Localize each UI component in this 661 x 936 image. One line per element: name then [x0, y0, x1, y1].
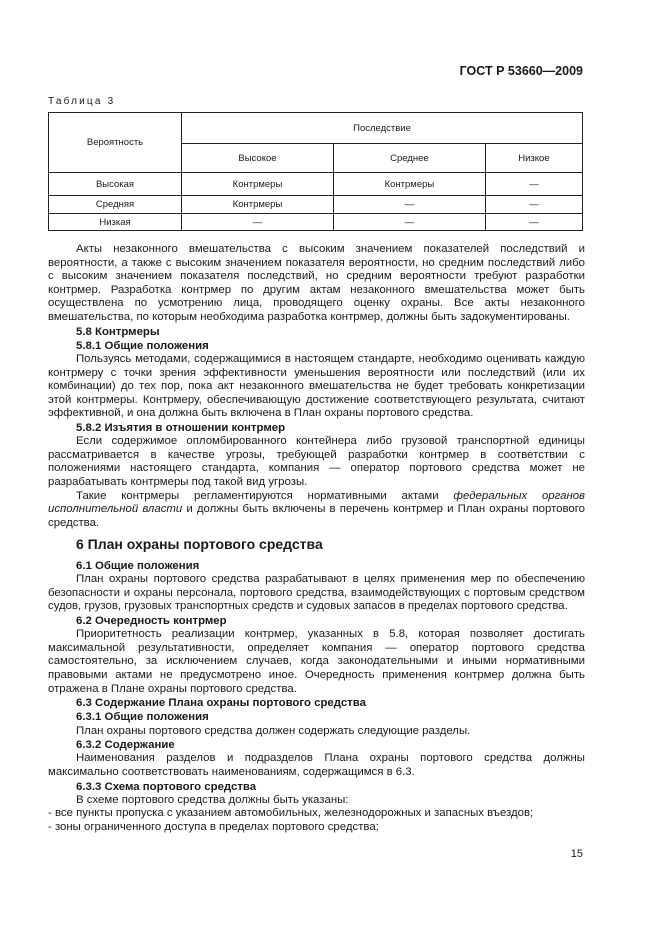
paragraph: В схеме портового средства должны быть указаны: — [76, 793, 349, 806]
table-row — [49, 173, 583, 196]
text: и должны быть включены в перечень контрмер и План охраны портового средства. — [48, 503, 586, 529]
subsection-heading: 6.3.2 Содержание — [76, 739, 175, 752]
row-label: Низкая — [49, 214, 182, 231]
subsection-heading: 5.8.2 Изъятия в отношении контрмер — [76, 421, 286, 434]
paragraph: Наименования разделов и подразделов Плана охраны портового средства должны максимально соответствовать наименованиям, содержащимся в 6.3. — [48, 752, 585, 778]
column-header: Высокое — [182, 144, 334, 173]
list-item: - все пункты пропуска с указанием автомобильных, железнодорожных и запасных въездов; — [48, 807, 534, 820]
table-cell: — — [485, 173, 582, 196]
table-cell: Контрмеры — [182, 173, 334, 196]
paragraph: Если содержимое опломбированного контейнера либо грузовой транспортной единицы рассматривается в качестве угрозы, требующей разработки контрмер в соответствии с положениями настоящего стандарта, компания — оператор портового средства может не разрабатывать контрмеры под такой вид угрозы. — [48, 435, 585, 488]
table-cell: — — [485, 214, 582, 231]
table-row — [49, 196, 583, 214]
table-caption: Таблица 3 — [48, 96, 116, 107]
row-header: Вероятность — [49, 113, 182, 173]
subsection-heading: 5.8.1 Общие положения — [76, 339, 209, 352]
table-cell: — — [485, 196, 582, 214]
section-6-text — [48, 535, 585, 835]
group-header: Последствие — [182, 113, 583, 144]
column-header: Низкое — [485, 144, 582, 173]
subsection-heading: 6.3.3 Схема портового средства — [76, 780, 257, 793]
paragraph — [48, 490, 585, 531]
table-cell: — — [182, 214, 334, 231]
italic-text: федеральных органов исполнительной власти — [48, 489, 585, 516]
chapter-heading: 6 План охраны портового средства — [76, 536, 323, 552]
row-label: Средняя — [49, 196, 182, 214]
paragraph: План охраны портового средства должен содержать следующие разделы. — [76, 724, 471, 737]
column-header: Среднее — [333, 144, 485, 173]
page-number: 15 — [570, 848, 583, 860]
section-5-text — [48, 243, 585, 530]
document-header: ГОСТ Р 53660—2009 — [459, 64, 583, 78]
table-cell: — — [333, 196, 485, 214]
table-cell: — — [333, 214, 485, 231]
section-heading: 6.3 Содержание Плана охраны портового средства — [76, 697, 366, 710]
section-heading: 5.8 Контрмеры — [76, 325, 160, 338]
row-label: Высокая — [49, 173, 182, 196]
paragraph: План охраны портового средства разрабатывают в целях применения мер по обеспечению безопасности и охраны персонала, портового средства, взаимодействующих с портовым средством судов, грузов, грузовых транспортных средств и судовых запасов в пределах портового средства. — [48, 573, 585, 613]
table-row — [49, 214, 583, 231]
list-item: - зоны ограниченного доступа в пределах портового средства; — [48, 820, 379, 833]
subsection-heading: 6.3.1 Общие положения — [76, 711, 209, 724]
section-heading: 6.1 Общие положения — [76, 560, 200, 572]
paragraph: Акты незаконного вмешательства с высоким значением показателей последствий и вероятности, а также с высоким значением показателя вероятности, но средним последствий либо с высоким значением показателя последствий, но средним вероятности требуют разработки контрмер. Разработка контрмер по другим актам незаконного вмешательства может быть осуществлена по усмотрению лица, проводящего оценку охраны. Все акты незаконного вмешательства, по которым необходима разработка контрмер, должны быть задокументированы. — [48, 243, 585, 323]
paragraph: Приоритетность реализации контрмер, указанных в 5.8, которая позволяет достигать максимальной результативности, определяет компания — оператор портового средства самостоятельно, за исключением случаев, когда законодательными и иными нормативными правовыми актами не предусмотрено иное. Очередность применения контрмер должна быть отражена в Плане охраны портового средства. — [48, 628, 585, 695]
section-heading: 6.2 Очередность контрмер — [76, 614, 227, 627]
risk-table — [48, 112, 583, 231]
paragraph: Пользуясь методами, содержащимися в настоящем стандарте, необходимо оценивать каждую контрмеру с точки зрения эффективности уменьшения вероятности или последствий (или их комбинации) до тех пор, пока акт незаконного вмешательства не будет требовать конкретизации этой контрмеры. Контрмеру, обеспечивающую достижение соответствующего результата, считают эффективной, и она должна быть включена в План охраны портового средства. — [48, 352, 585, 420]
text: Такие контрмеры регламентируются нормативными актами — [76, 489, 454, 502]
table-cell: Контрмеры — [182, 196, 334, 214]
table-cell: Контрмеры — [333, 173, 485, 196]
